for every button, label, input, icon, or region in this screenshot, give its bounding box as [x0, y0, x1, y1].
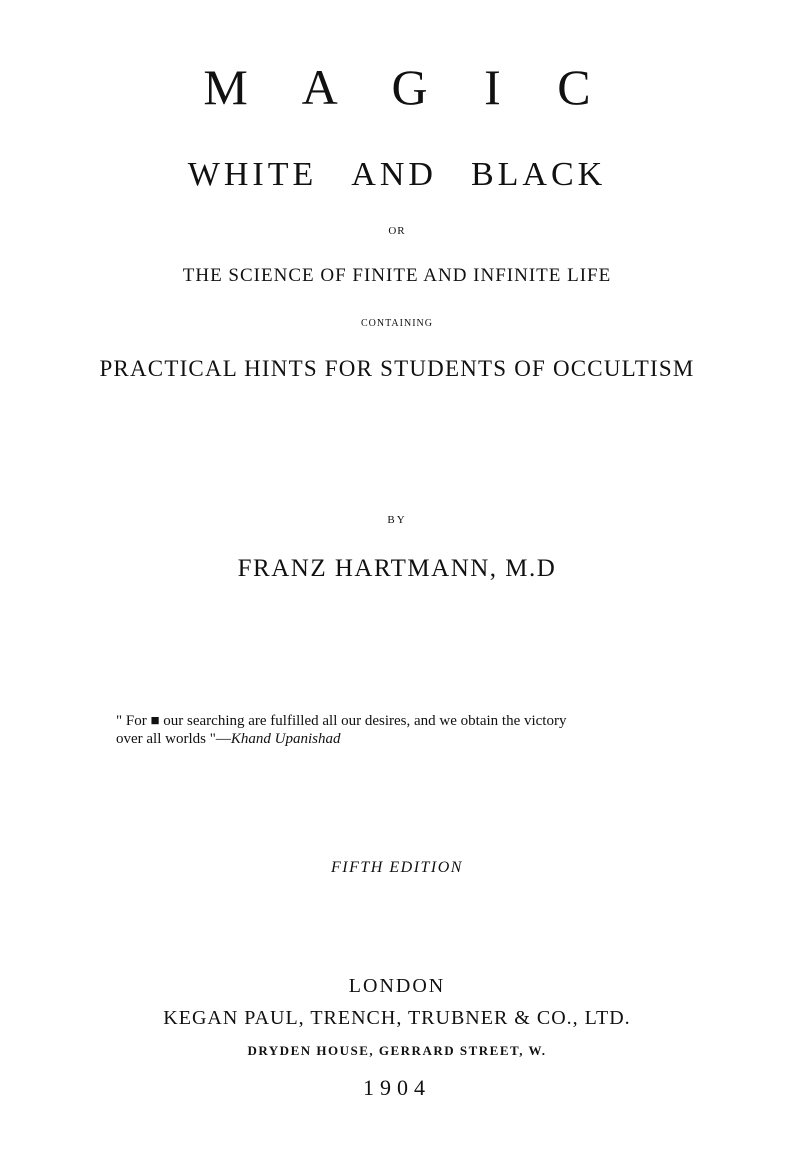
- imprint-year: 1904: [363, 1075, 431, 1100]
- epigraph: [116, 712, 696, 748]
- book-title: M A G I C: [203, 59, 613, 115]
- imprint-address: DRYDEN HOUSE, GERRARD STREET, W.: [247, 1043, 547, 1058]
- by-connector: BY: [387, 514, 407, 526]
- alternate-title: THE SCIENCE OF FINITE AND INFINITE LIFE: [182, 265, 612, 286]
- epigraph-source: Khand Upanishad: [230, 731, 341, 747]
- epigraph-line-2-text: over all worlds "—: [116, 731, 231, 747]
- subtitle-black: BLACK: [470, 156, 607, 193]
- subtitle-and: AND: [351, 156, 437, 193]
- subtitle-white: WHITE: [187, 156, 318, 193]
- imprint-publisher: KEGAN PAUL, TRENCH, TRUBNER & CO., LTD.: [163, 1007, 631, 1029]
- epigraph-line-1: " For ■ our searching are fulfilled all our desires, and we obtain the victory: [116, 713, 567, 729]
- containing-connector: CONTAINING: [361, 318, 433, 329]
- imprint-city: LONDON: [348, 975, 446, 997]
- book-subtitle: [0, 158, 794, 192]
- epigraph-line-2: [116, 730, 696, 748]
- book-description: PRACTICAL HINTS FOR STUDENTS OF OCCULTISM: [99, 356, 695, 381]
- or-connector: OR: [388, 225, 406, 237]
- author-name: FRANZ HARTMANN, M.D: [237, 555, 557, 582]
- edition-label: FIFTH EDITION: [331, 859, 463, 876]
